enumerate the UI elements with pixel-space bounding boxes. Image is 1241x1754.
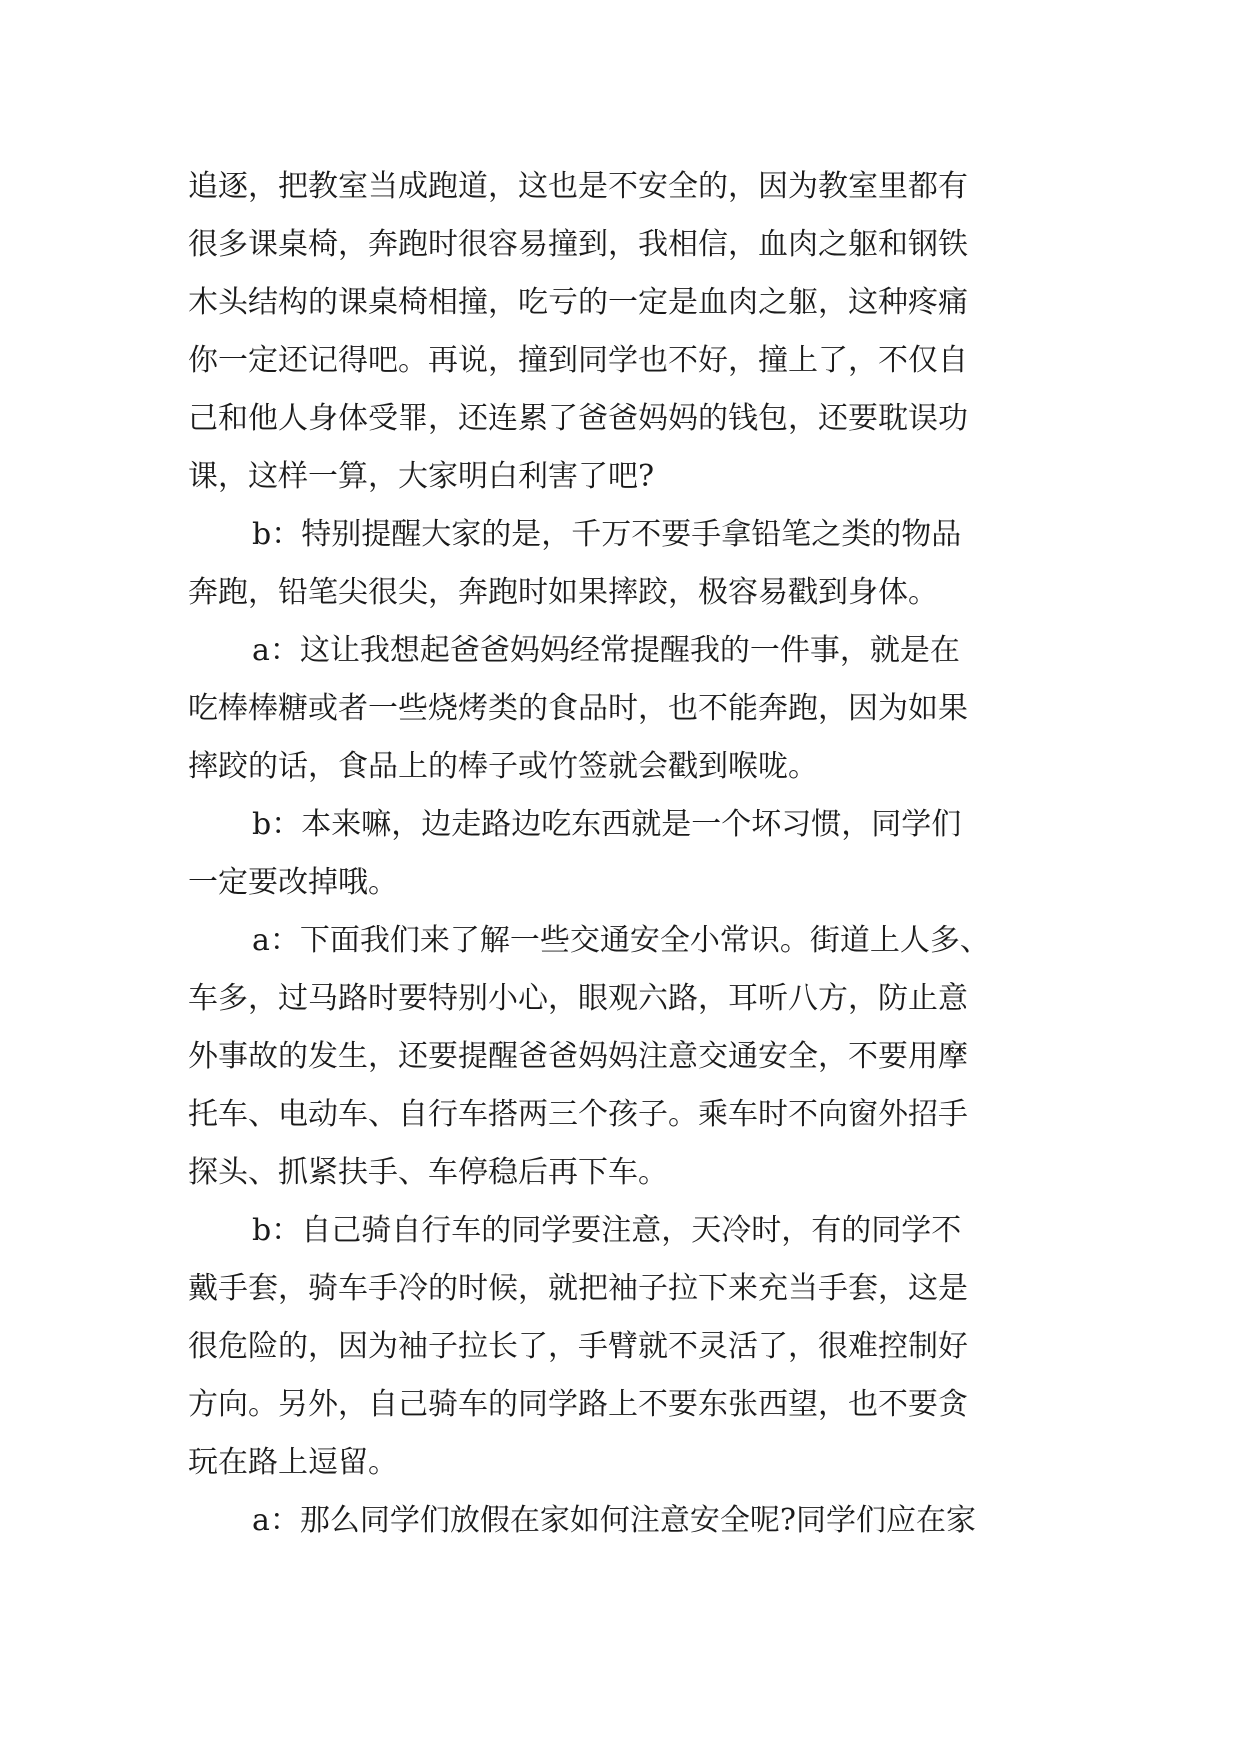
text-line-8: 奔跑，铅笔尖很尖，奔跑时如果摔跤，极容易戳到身体。 [188,575,938,610]
text-line-1: 追逐，把教室当成跑道，这也是不安全的，因为教室里都有 [188,169,968,204]
text-line-3: 木头结构的课桌椅相撞，吃亏的一定是血肉之躯，这种疼痛 [188,285,968,320]
text-line-17: 托车、电动车、自行车搭两三个孩子。乘车时不向窗外招手 [188,1097,968,1132]
text-line-5: 己和他人身体受罪，还连累了爸爸妈妈的钱包，还要耽误功 [188,401,968,436]
text-line-21: 很危险的，因为袖子拉长了，手臂就不灵活了，很难控制好 [188,1329,968,1364]
text-line-12: b：本来嘛，边走路边吃东西就是一个坏习惯，同学们 [252,807,962,842]
text-line-22: 方向。另外，自己骑车的同学路上不要东张西望，也不要贪 [188,1387,968,1422]
text-line-10: 吃棒棒糖或者一些烧烤类的食品时，也不能奔跑，因为如果 [188,691,968,726]
text-line-2: 很多课桌椅，奔跑时很容易撞到，我相信，血肉之躯和钢铁 [188,227,968,262]
text-line-9: a：这让我想起爸爸妈妈经常提醒我的一件事，就是在 [252,633,960,668]
text-line-4: 你一定还记得吧。再说，撞到同学也不好，撞上了，不仅自 [188,343,968,378]
document-body [188,158,1068,1550]
text-line-18: 探头、抓紧扶手、车停稳后再下车。 [188,1155,668,1190]
text-line-15: 车多，过马路时要特别小心，眼观六路，耳听八方，防止意 [188,981,968,1016]
text-line-7: b：特别提醒大家的是，千万不要手拿铅笔之类的物品 [252,517,962,552]
text-line-6: 课，这样一算，大家明白利害了吧? [188,459,655,494]
text-line-16: 外事故的发生，还要提醒爸爸妈妈注意交通安全，不要用摩 [188,1039,968,1074]
text-line-23: 玩在路上逗留。 [188,1445,398,1480]
text-line-11: 摔跤的话，食品上的棒子或竹签就会戳到喉咙。 [188,749,818,784]
text-line-13: 一定要改掉哦。 [188,865,398,900]
text-line-19: b：自己骑自行车的同学要注意，天冷时，有的同学不 [252,1213,962,1248]
text-line-20: 戴手套，骑车手冷的时候，就把袖子拉下来充当手套，这是 [188,1271,968,1306]
text-line-24: a：那么同学们放假在家如何注意安全呢?同学们应在家 [252,1503,976,1538]
text-line-14: a：下面我们来了解一些交通安全小常识。街道上人多、 [252,923,990,958]
